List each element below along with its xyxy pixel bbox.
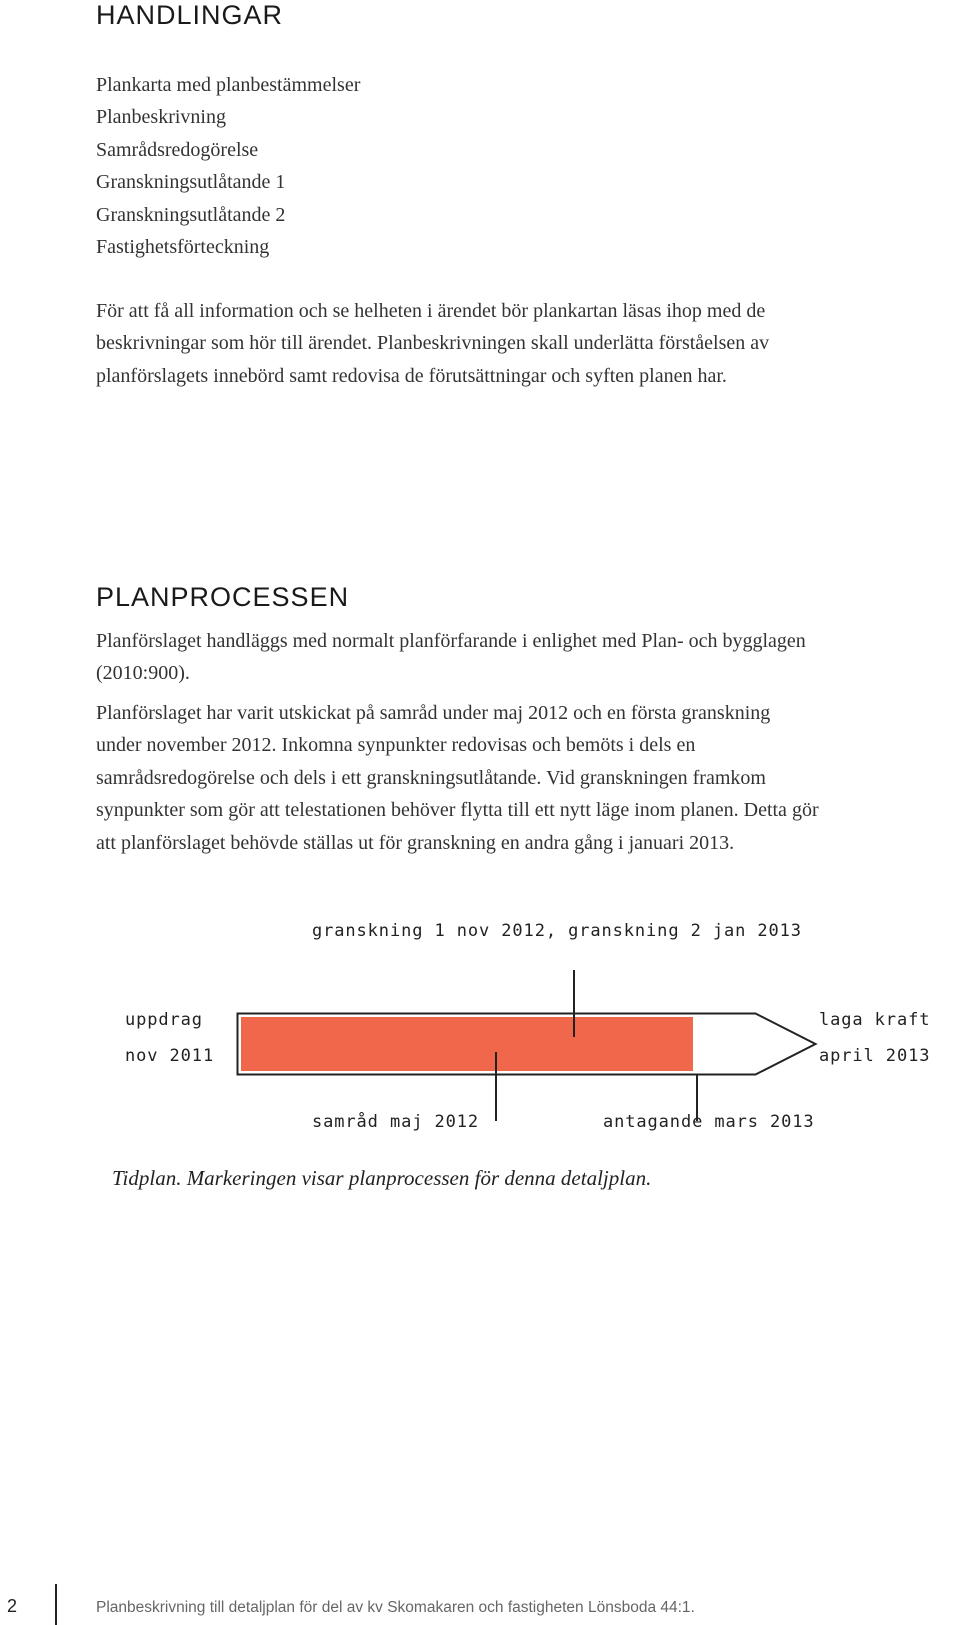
paragraph-line: att planförslaget behövde ställas ut för granskning en andra gång i januari 2013. (96, 831, 735, 854)
laga-kraft-label: laga kraft (819, 1010, 931, 1030)
timeline-progress-fill (241, 1017, 693, 1071)
uppdrag-date-label: nov 2011 (125, 1046, 215, 1066)
list-item: Granskningsutlåtande 1 (96, 171, 286, 194)
handlingar-paragraph (96, 295, 956, 392)
timeline-graphic (0, 960, 960, 1130)
list-item: Samrådsredogörelse (96, 138, 259, 161)
list-item: Fastighetsförteckning (96, 236, 270, 259)
footer-text: Planbeskrivning till detaljplan för del av kv Skomakaren och fastigheten Lönsboda 44:1. (96, 1599, 695, 1616)
handlingar-heading: HANDLINGAR (96, 0, 284, 30)
list-item: Plankarta med planbestämmelser (96, 74, 361, 96)
planprocessen-paragraph-1 (96, 625, 956, 690)
planprocessen-heading: PLANPROCESSEN (96, 582, 350, 612)
paragraph-line: synpunkter som gör att telestationen behöver flytta till ett nytt läge inom planen. Detta gör (96, 799, 819, 822)
paragraph-line: För att få all information och se helheten i ärendet bör plankartan läsas ihop med de (96, 300, 766, 322)
paragraph-line: Planförslaget har varit utskickat på samråd under maj 2012 och en första granskning (96, 702, 771, 724)
laga-kraft-date-label: april 2013 (819, 1046, 931, 1066)
antagande-label: antagande mars 2013 (603, 1112, 815, 1132)
list-item: Granskningsutlåtande 2 (96, 203, 286, 226)
paragraph-line: under november 2012. Inkomna synpunkter redovisas och bemöts i dels en (96, 734, 696, 757)
samrad-label: samråd maj 2012 (312, 1112, 480, 1132)
paragraph-line: beskrivningar som hör till ärendet. Planbeskrivningen skall underlätta förståelsen av (96, 332, 770, 355)
granskning-label: granskning 1 nov 2012, granskning 2 jan 2013 (312, 921, 802, 941)
page-number: 2 (6, 1596, 17, 1616)
list-item: Planbeskrivning (96, 106, 226, 129)
paragraph-line: samrådsredogörelse och dels i ett granskningsutlåtande. Vid granskningen framkom (96, 766, 766, 789)
uppdrag-label: uppdrag (125, 1010, 203, 1030)
timeline-caption: Tidplan. Markeringen visar planprocessen för denna detaljplan. (112, 1166, 652, 1190)
footer-divider (55, 1584, 57, 1625)
paragraph-line: (2010:900). (96, 662, 190, 685)
handlingar-list (96, 69, 360, 263)
paragraph-line: planförslagets innebörd samt redovisa de förutsättningar och syften planen har. (96, 364, 727, 387)
planprocessen-paragraph-2 (96, 697, 956, 859)
paragraph-line: Planförslaget handläggs med normalt planförfarande i enlighet med Plan- och bygglagen (96, 630, 806, 652)
